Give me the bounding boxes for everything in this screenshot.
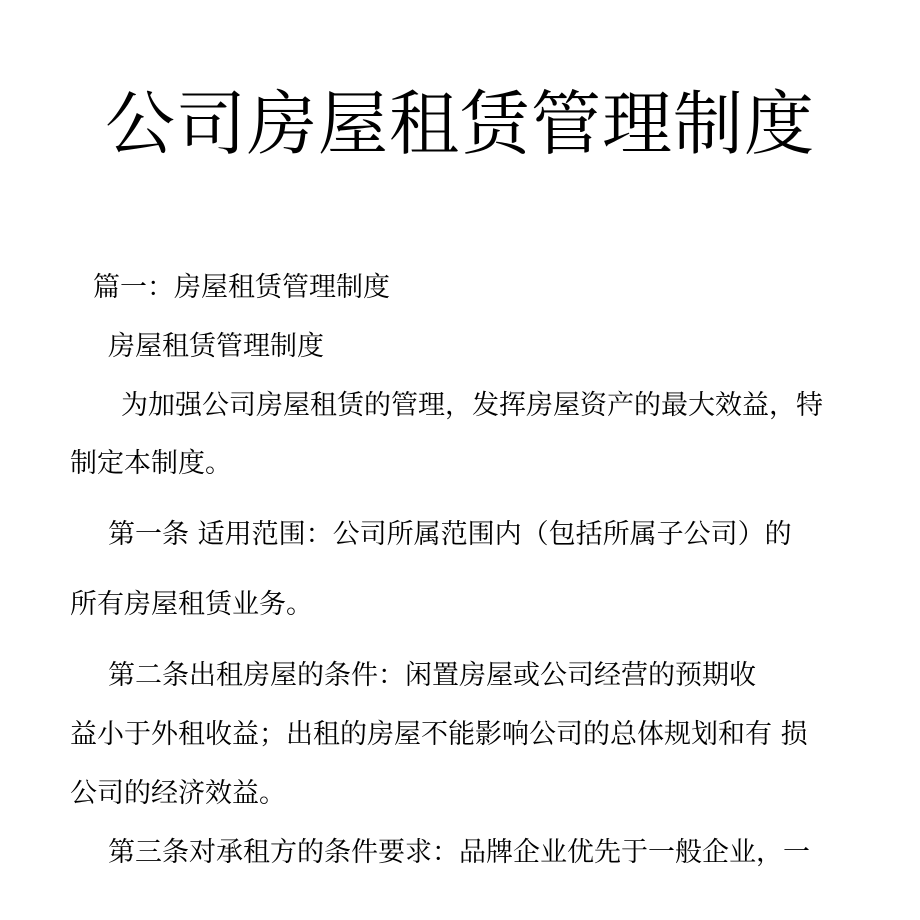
paragraph-line: 制定本制度。 <box>70 448 232 479</box>
document-subtitle: 房屋租赁管理制度 <box>108 331 324 362</box>
article-3-line: 第三条对承租方的条件要求：品牌企业优先于一般企业，一 <box>108 837 810 868</box>
paragraph-line: 为加强公司房屋租赁的管理，发挥房屋资产的最大效益，特 <box>121 390 823 421</box>
article-1-line: 所有房屋租赁业务。 <box>70 589 313 620</box>
section-heading: 篇一：房屋租赁管理制度 <box>93 272 390 303</box>
article-2-line: 第二条出租房屋的条件：闲置房屋或公司经营的预期收 <box>108 660 756 691</box>
article-2-line: 益小于外租收益；出租的房屋不能影响公司的总体规划和有 损 <box>70 719 808 750</box>
article-1-line: 第一条 适用范围：公司所属范围内（包括所属子公司）的 <box>108 519 792 550</box>
document-title: 公司房屋租赁管理制度 <box>105 83 815 165</box>
article-2-line: 公司的经济效益。 <box>70 778 286 809</box>
